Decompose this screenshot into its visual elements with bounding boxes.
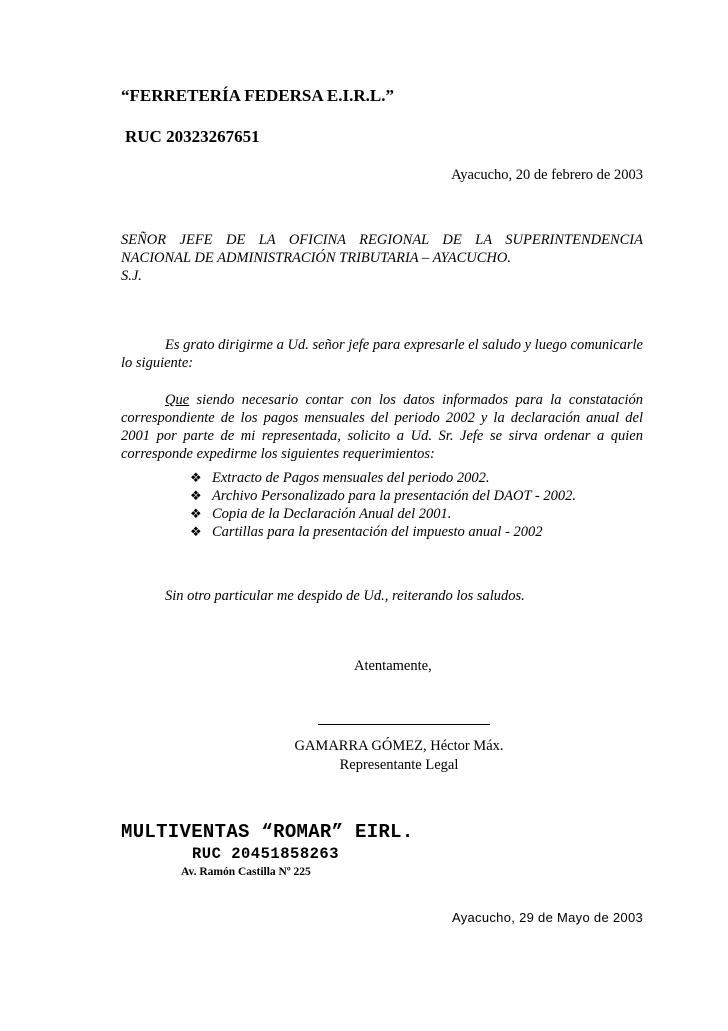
list-item <box>190 505 576 523</box>
company-address: Av. Ramón Castilla Nº 225 <box>181 866 311 878</box>
list-item <box>190 523 576 541</box>
ruc-multiventas: RUC 20451858263 <box>192 845 340 863</box>
paragraph-request-text <box>121 391 643 463</box>
paragraph-request <box>121 391 643 463</box>
signature-block <box>255 737 543 775</box>
list-item-text: Archivo Personalizado para la presentación del DAOT - 2002. <box>212 488 576 504</box>
addressee-block <box>121 231 643 285</box>
addressee-line-3: S.J. <box>121 268 142 284</box>
diamond-bullet-icon: ❖ <box>190 470 202 485</box>
diamond-bullet-icon: ❖ <box>190 524 202 539</box>
paragraph-request-lead: Que <box>165 392 190 408</box>
signer-name: GAMARRA GÓMEZ, Héctor Máx. <box>294 738 504 754</box>
list-item-text: Copia de la Declaración Anual del 2001. <box>212 506 452 522</box>
paragraph-greeting <box>121 336 643 372</box>
letter-date-2: Ayacucho, 29 de Mayo de 2003 <box>451 910 643 925</box>
letter-date: Ayacucho, 20 de febrero de 2003 <box>451 167 643 183</box>
ruc-ferreteria: RUC 20323267651 <box>125 127 260 146</box>
diamond-bullet-icon: ❖ <box>190 488 202 503</box>
paragraph-greeting-text: Es grato dirigirme a Ud. señor jefe para expresarle el saludo y luego comunicarle lo siguiente: <box>121 337 643 371</box>
list-item <box>190 487 576 505</box>
company-name-multiventas: MULTIVENTAS “ROMAR” EIRL. <box>121 821 414 843</box>
addressee-line-2: NACIONAL DE ADMINISTRACIÓN TRIBUTARIA – AYACUCHO. <box>121 250 511 266</box>
closing-sentence: Sin otro particular me despido de Ud., reiterando los saludos. <box>165 588 525 604</box>
list-item <box>190 469 576 487</box>
addressee-line-1: SEÑOR JEFE DE LA OFICINA REGIONAL DE LA SUPERINTENDENCIA <box>121 232 643 248</box>
list-item-text: Extracto de Pagos mensuales del periodo 2002. <box>212 470 490 486</box>
company-name-ferreteria: “FERRETERÍA FEDERSA E.I.R.L.” <box>121 86 395 105</box>
signer-title: Representante Legal <box>339 757 459 773</box>
signature-line <box>318 724 490 725</box>
paragraph-request-body: siendo necesario contar con los datos informados para la constatación correspondiente de los pagos mensuales del periodo 2002 y la declaración anual del 2001 por parte de mi representada, solicito a Ud. Sr. Jefe se sirva ordenar a quien corresponde expedirme los siguientes requerimientos: <box>121 392 643 462</box>
requirements-list <box>190 469 576 541</box>
salutation: Atentamente, <box>354 658 432 674</box>
list-item-text: Cartillas para la presentación del impuesto anual - 2002 <box>212 524 543 540</box>
diamond-bullet-icon: ❖ <box>190 506 202 521</box>
